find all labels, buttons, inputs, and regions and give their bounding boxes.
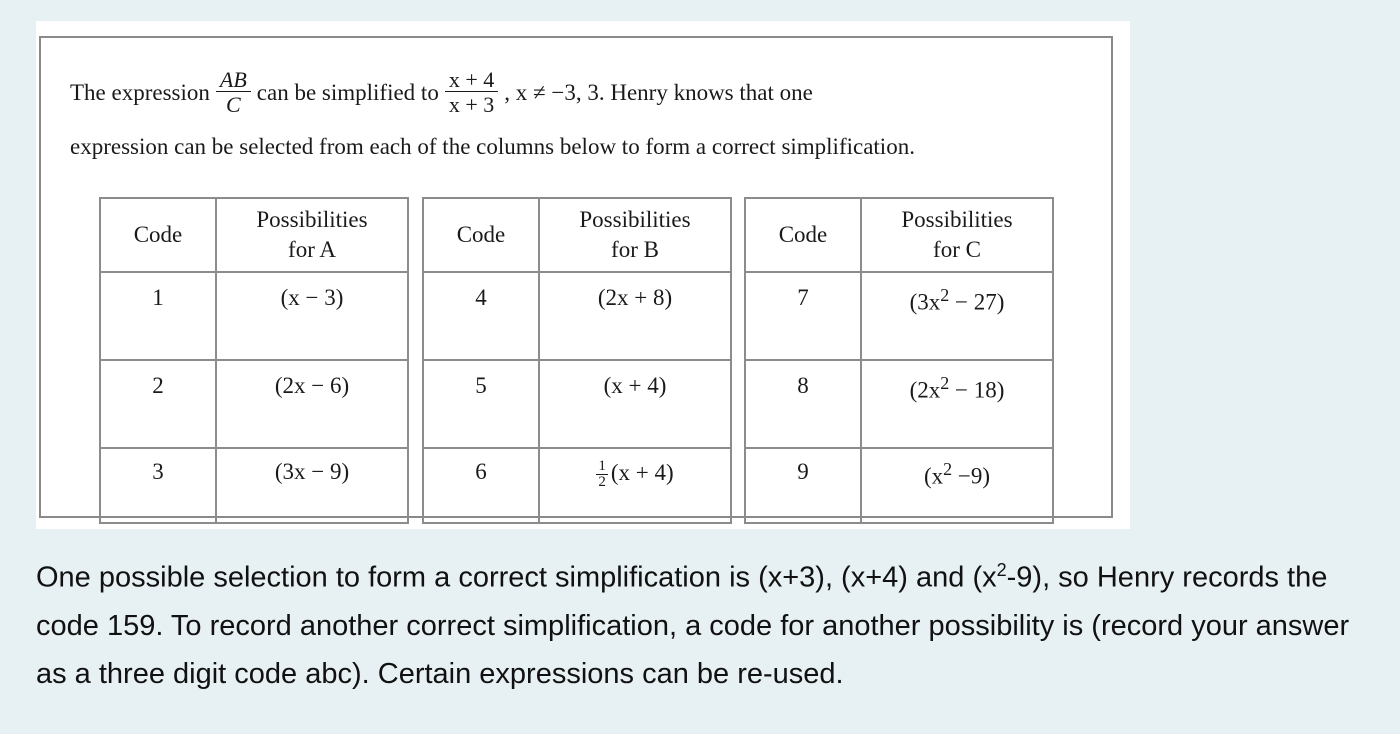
question-text [36, 546, 1376, 698]
expr-rest: −9) [952, 463, 991, 489]
header-line-1: Possibilities [901, 207, 1013, 232]
code-header: Code [423, 198, 539, 272]
header-line-2: for B [611, 237, 659, 262]
expression-cell: (3x − 9) [216, 448, 408, 523]
code-header: Code [745, 198, 861, 272]
code-cell: 7 [745, 272, 861, 360]
expression-cell: (2x − 6) [216, 360, 408, 448]
code-cell: 8 [745, 360, 861, 448]
expr-rest: − 27) [949, 289, 1005, 315]
possibilities-header [861, 198, 1053, 272]
expression-cell: (x + 4) [539, 360, 731, 448]
expr-exponent: 2 [940, 285, 950, 305]
code-cell: 2 [100, 360, 216, 448]
expression-text: (x + 4) [610, 459, 674, 485]
table-possibilities-c [744, 197, 1054, 524]
code-cell: 6 [423, 448, 539, 523]
expr-exponent: 2 [943, 459, 953, 479]
expression-cell: (x − 3) [216, 272, 408, 360]
header-line-2: for A [288, 237, 336, 262]
line1-after: , x ≠ −3, 3. Henry knows that one [504, 79, 813, 105]
expr-exponent: 2 [940, 373, 950, 393]
line1-middle: can be simplified to [256, 79, 439, 105]
expression-cell [861, 448, 1053, 523]
question-part-2: -9), so Henry records the code 159. To record another correct simplification, a code for another possibility is (record your answer as a three digit code abc). Certain expressions can be re-used. [36, 561, 1350, 690]
table-row [423, 448, 731, 523]
half-fraction [596, 459, 608, 490]
code-cell: 5 [423, 360, 539, 448]
expression-fraction [216, 69, 251, 116]
expr-rest: − 18) [949, 377, 1005, 403]
table-row [100, 360, 408, 448]
code-cell: 1 [100, 272, 216, 360]
problem-line-2: expression can be selected from each of the columns below to form a correct simplification. [70, 134, 915, 159]
expression-cell: (2x + 8) [539, 272, 731, 360]
half-numerator: 1 [598, 458, 606, 474]
question-exponent: 2 [996, 560, 1007, 580]
possibilities-header [216, 198, 408, 272]
table-possibilities-b [422, 197, 732, 524]
table-possibilities-a [99, 197, 409, 524]
table-row [100, 448, 408, 523]
expression-numerator: AB [216, 69, 251, 92]
expr-base: (2x [909, 377, 941, 403]
header-line-2: for C [933, 237, 981, 262]
problem-line-1 [70, 69, 813, 116]
table-row [745, 360, 1053, 448]
expression-cell [861, 272, 1053, 360]
code-cell: 9 [745, 448, 861, 523]
half-denominator: 2 [598, 474, 606, 490]
simplified-fraction [445, 69, 498, 116]
expression-cell [861, 360, 1053, 448]
table-row [423, 360, 731, 448]
expr-base: (x [923, 463, 944, 489]
simplified-numerator: x + 4 [445, 69, 498, 92]
question-part-1: One possible selection to form a correct simplification is (x+3), (x+4) and (x [36, 561, 997, 594]
code-header: Code [100, 198, 216, 272]
table-row [745, 448, 1053, 523]
problem-figure [36, 21, 1130, 529]
code-cell: 3 [100, 448, 216, 523]
expression-cell [539, 448, 731, 523]
table-row [423, 272, 731, 360]
code-cell: 4 [423, 272, 539, 360]
expression-denominator: C [225, 92, 241, 117]
expr-base: (3x [909, 289, 941, 315]
table-row [100, 272, 408, 360]
header-line-1: Possibilities [579, 207, 691, 232]
possibilities-header [539, 198, 731, 272]
table-row [745, 272, 1053, 360]
simplified-denominator: x + 3 [448, 92, 495, 117]
line1-before: The expression [70, 79, 210, 105]
header-line-1: Possibilities [256, 207, 368, 232]
